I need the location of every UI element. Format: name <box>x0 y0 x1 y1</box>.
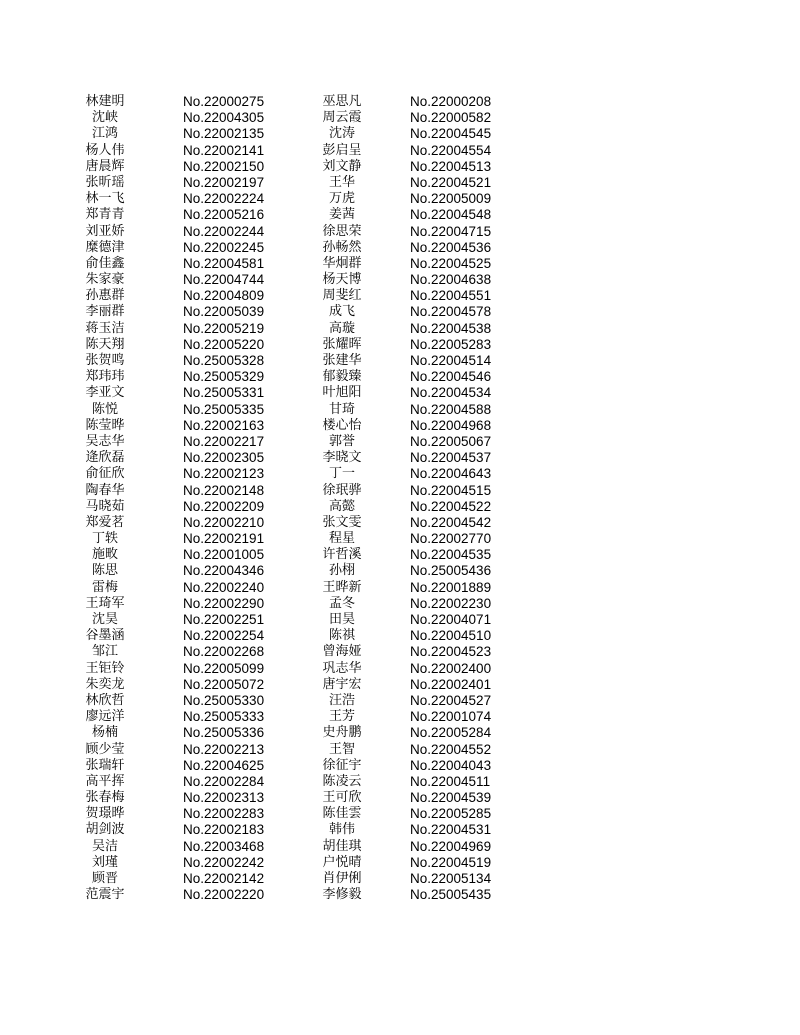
right-number: No.25005436 <box>410 563 492 579</box>
list-row <box>0 628 800 644</box>
left-number: No.22004581 <box>183 255 265 271</box>
right-number: No.22004542 <box>410 514 492 530</box>
left-name: 廖远洋 <box>85 709 125 725</box>
right-number: No.22004521 <box>410 174 492 190</box>
left-number: No.22000275 <box>183 94 265 109</box>
right-number: No.22004523 <box>410 644 492 660</box>
left-name: 逄欣磊 <box>85 450 125 466</box>
right-number: No.22001889 <box>410 579 492 595</box>
list-row <box>0 321 800 337</box>
list-row <box>0 256 800 272</box>
left-number: No.22002210 <box>183 514 265 530</box>
right-number: No.22004514 <box>410 353 492 368</box>
left-number: No.22002150 <box>183 158 265 174</box>
right-name: 甘琦 <box>328 401 355 417</box>
list-row <box>0 434 800 450</box>
left-name: 江鸿 <box>91 126 118 142</box>
list-row <box>0 450 800 466</box>
left-name: 朱家豪 <box>85 272 125 288</box>
right-number: No.22004513 <box>410 158 492 174</box>
right-name: 周斐红 <box>322 288 362 304</box>
left-name: 李亚文 <box>85 385 125 401</box>
right-number: No.22004511 <box>410 773 491 789</box>
list-row <box>0 596 800 612</box>
list-row <box>0 369 800 385</box>
left-name: 郑爱茗 <box>85 514 125 530</box>
left-number: No.22004305 <box>183 110 265 126</box>
left-number: No.25005333 <box>183 709 265 725</box>
right-name: 徐征宇 <box>322 757 362 773</box>
right-name: 刘文静 <box>322 158 362 174</box>
right-name: 王可欣 <box>322 790 362 806</box>
left-name: 谷墨涵 <box>85 628 125 644</box>
left-number: No.22002251 <box>183 612 265 627</box>
list-row <box>0 353 800 369</box>
left-number: No.22005039 <box>183 304 265 320</box>
right-name: 陈凌云 <box>322 773 362 789</box>
left-name: 郑玮玮 <box>85 369 125 385</box>
left-number: No.22002268 <box>183 644 265 660</box>
list-row <box>0 531 800 547</box>
list-row <box>0 774 800 790</box>
left-number: No.22002284 <box>183 773 265 789</box>
right-name: 成飞 <box>328 304 355 320</box>
left-name: 郑青青 <box>85 207 125 223</box>
right-name: 程星 <box>328 531 355 547</box>
list-row <box>0 272 800 288</box>
list-row <box>0 337 800 353</box>
list-row <box>0 499 800 515</box>
left-name: 朱奕龙 <box>85 676 125 692</box>
left-name: 陶春华 <box>85 482 125 498</box>
right-name: 巫思凡 <box>322 94 362 109</box>
left-name: 李丽群 <box>85 304 125 320</box>
right-name: 叶旭阳 <box>322 385 362 401</box>
right-name: 孙畅然 <box>322 239 362 255</box>
left-number: No.22002183 <box>183 822 265 838</box>
right-number: No.22005284 <box>410 725 492 741</box>
left-number: No.22004744 <box>183 272 265 288</box>
left-number: No.22002290 <box>183 595 265 611</box>
right-number: No.22004539 <box>410 790 492 806</box>
list-row <box>0 822 800 838</box>
left-name: 高平挥 <box>85 773 125 789</box>
left-name: 吴洁 <box>91 838 118 854</box>
left-number: No.22002220 <box>183 887 265 903</box>
list-row <box>0 790 800 806</box>
list-row <box>0 563 800 579</box>
left-name: 王琦军 <box>85 595 125 611</box>
left-number: No.22001005 <box>183 547 265 563</box>
list-row <box>0 709 800 725</box>
left-number: No.22002217 <box>183 433 265 449</box>
right-name: 华炯群 <box>322 255 362 271</box>
left-number: No.22002242 <box>183 854 265 870</box>
right-name: 陈佳雲 <box>322 806 362 822</box>
right-name: 户悦晴 <box>322 854 362 870</box>
right-number: No.22002400 <box>410 660 492 676</box>
left-number: No.22002142 <box>183 871 265 886</box>
right-number: No.22004638 <box>410 272 492 288</box>
left-number: No.22002213 <box>183 741 265 757</box>
left-name: 陈思 <box>91 563 118 579</box>
left-name: 张昕瑶 <box>85 174 125 190</box>
right-number: No.22004537 <box>410 450 492 466</box>
left-name: 俞征欣 <box>85 466 125 482</box>
left-name: 孙惠群 <box>85 288 125 304</box>
right-number: No.22004531 <box>410 822 492 838</box>
left-number: No.22002163 <box>183 417 265 433</box>
left-name: 马晓茹 <box>85 498 125 514</box>
right-number: No.22004545 <box>410 126 492 142</box>
left-number: No.22002148 <box>183 482 265 498</box>
left-number: No.25005329 <box>183 369 265 385</box>
right-name: 徐珉骅 <box>322 482 362 498</box>
left-number: No.22002244 <box>183 223 265 239</box>
right-number: No.22004534 <box>410 385 492 401</box>
list-row <box>0 175 800 191</box>
right-number: No.22004588 <box>410 401 492 417</box>
right-number: No.22004551 <box>410 288 492 304</box>
left-number: No.22002254 <box>183 628 265 644</box>
right-number: No.22004527 <box>410 692 492 708</box>
right-name: 张建华 <box>322 353 362 368</box>
left-number: No.25005330 <box>183 692 265 708</box>
right-name: 肖伊俐 <box>322 871 362 886</box>
right-name: 孙栩 <box>328 563 355 579</box>
list-row <box>0 126 800 142</box>
right-name: 杨天博 <box>322 272 362 288</box>
right-name: 王智 <box>328 741 355 757</box>
left-name: 范震宇 <box>85 887 125 903</box>
left-number: No.22002135 <box>183 126 265 142</box>
right-name: 张耀晖 <box>322 336 362 352</box>
right-name: 高懿 <box>328 498 355 514</box>
list-row <box>0 94 800 110</box>
list-row <box>0 515 800 531</box>
left-name: 王钜铃 <box>85 660 125 676</box>
right-name: 史舟鹏 <box>322 725 362 741</box>
right-name: 孟冬 <box>328 595 355 611</box>
left-name: 施畋 <box>91 547 118 563</box>
right-number: No.22004968 <box>410 417 492 433</box>
left-name: 顾晋 <box>91 871 118 886</box>
list-row <box>0 547 800 563</box>
left-number: No.22005072 <box>183 676 265 692</box>
right-number: No.22004552 <box>410 741 492 757</box>
right-number: No.22005134 <box>410 871 492 886</box>
right-name: 王芳 <box>328 709 355 725</box>
list-row <box>0 304 800 320</box>
right-number: No.22005285 <box>410 806 492 822</box>
right-number: No.22004522 <box>410 498 492 514</box>
right-number: No.22004578 <box>410 304 492 320</box>
right-number: No.22004554 <box>410 142 492 158</box>
right-name: 胡佳琪 <box>322 838 362 854</box>
list-row <box>0 159 800 175</box>
left-number: No.22002191 <box>183 531 265 547</box>
list-row <box>0 143 800 159</box>
list-row <box>0 385 800 401</box>
left-name: 贺璟晔 <box>85 806 125 822</box>
right-number: No.22002770 <box>410 531 492 547</box>
left-name: 林一飞 <box>85 191 125 207</box>
right-name: 姜茜 <box>328 207 355 223</box>
list-row <box>0 483 800 499</box>
left-name: 杨楠 <box>91 725 118 741</box>
right-name: 李修毅 <box>322 887 362 903</box>
name-number-list <box>0 94 800 903</box>
right-name: 丁一 <box>328 466 355 482</box>
left-name: 糜德津 <box>85 239 125 255</box>
left-number: No.22002197 <box>183 174 265 190</box>
right-number: No.22004969 <box>410 838 492 854</box>
list-row <box>0 855 800 871</box>
left-name: 顾少莹 <box>85 741 125 757</box>
list-row <box>0 418 800 434</box>
list-row <box>0 402 800 418</box>
right-name: 郭誉 <box>328 433 355 449</box>
right-number: No.22004643 <box>410 466 492 482</box>
right-number: No.22004519 <box>410 854 492 870</box>
right-name: 许哲溪 <box>322 547 362 563</box>
list-row <box>0 839 800 855</box>
left-number: No.22005220 <box>183 336 265 352</box>
left-name: 刘亚娇 <box>85 223 125 239</box>
list-row <box>0 887 800 903</box>
right-number: No.22004535 <box>410 547 492 563</box>
right-name: 李晓文 <box>322 450 362 466</box>
right-name: 巩志华 <box>322 660 362 676</box>
left-number: No.22002305 <box>183 450 265 466</box>
left-name: 俞佳鑫 <box>85 255 125 271</box>
right-name: 张文雯 <box>322 514 362 530</box>
right-number: No.22002401 <box>410 676 492 692</box>
right-number: No.22004510 <box>410 628 492 644</box>
left-name: 蒋玉洁 <box>85 320 125 336</box>
right-name: 万虎 <box>328 191 355 207</box>
list-row <box>0 580 800 596</box>
right-number: No.22004515 <box>410 482 492 498</box>
list-row <box>0 742 800 758</box>
right-number: No.22004715 <box>410 223 492 239</box>
right-number: No.22004071 <box>410 612 492 627</box>
right-name: 楼心怡 <box>322 417 362 433</box>
left-number: No.25005331 <box>183 385 265 401</box>
list-row <box>0 240 800 256</box>
left-number: No.25005336 <box>183 725 265 741</box>
left-number: No.22004346 <box>183 563 265 579</box>
left-name: 邹江 <box>91 644 118 660</box>
right-name: 高璇 <box>328 320 355 336</box>
right-number: No.22004043 <box>410 757 492 773</box>
left-number: No.22002313 <box>183 790 265 806</box>
left-number: No.22004809 <box>183 288 265 304</box>
left-number: No.22002209 <box>183 498 265 514</box>
left-number: No.22005216 <box>183 207 265 223</box>
list-row <box>0 110 800 126</box>
left-number: No.22002283 <box>183 806 265 822</box>
left-name: 丁轶 <box>91 531 118 547</box>
list-row <box>0 661 800 677</box>
right-number: No.22004525 <box>410 255 492 271</box>
right-name: 王晔新 <box>322 579 362 595</box>
left-number: No.22002245 <box>183 239 265 255</box>
list-row <box>0 644 800 660</box>
left-name: 陈悦 <box>91 401 118 417</box>
left-name: 张瑞轩 <box>85 757 125 773</box>
right-name: 郁毅臻 <box>322 369 362 385</box>
left-name: 张春梅 <box>85 790 125 806</box>
list-row <box>0 288 800 304</box>
left-number: No.25005328 <box>183 353 265 368</box>
left-name: 陈天翔 <box>85 336 125 352</box>
left-number: No.22002240 <box>183 579 265 595</box>
left-name: 胡剑波 <box>85 822 125 838</box>
list-row <box>0 693 800 709</box>
list-row <box>0 725 800 741</box>
left-name: 沈昊 <box>91 612 118 627</box>
left-name: 唐晨辉 <box>85 158 125 174</box>
left-name: 林欣哲 <box>85 692 125 708</box>
left-number: No.22004625 <box>183 757 265 773</box>
left-number: No.22003468 <box>183 838 265 854</box>
left-name: 陈莹晔 <box>85 417 125 433</box>
left-number: No.22005099 <box>183 660 265 676</box>
right-number: No.22004548 <box>410 207 492 223</box>
right-number: No.22002230 <box>410 595 492 611</box>
right-number: No.25005435 <box>410 887 492 903</box>
list-row <box>0 758 800 774</box>
right-number: No.22005067 <box>410 433 492 449</box>
list-row <box>0 806 800 822</box>
left-name: 杨人伟 <box>85 142 125 158</box>
left-number: No.25005335 <box>183 401 265 417</box>
right-name: 汪浩 <box>328 692 355 708</box>
right-number: No.22000208 <box>410 94 492 109</box>
left-name: 张贺鸣 <box>85 353 125 368</box>
left-number: No.22005219 <box>183 320 265 336</box>
right-name: 唐宇宏 <box>322 676 362 692</box>
right-number: No.22004546 <box>410 369 492 385</box>
right-number: No.22004536 <box>410 239 492 255</box>
left-name: 吴志华 <box>85 433 125 449</box>
left-name: 沈峡 <box>91 110 118 126</box>
left-name: 雷梅 <box>91 579 118 595</box>
right-name: 曾海娅 <box>322 644 362 660</box>
left-number: No.22002123 <box>183 466 265 482</box>
right-number: No.22005283 <box>410 336 492 352</box>
list-row <box>0 871 800 887</box>
right-number: No.22005009 <box>410 191 492 207</box>
right-name: 陈祺 <box>328 628 355 644</box>
right-name: 徐思荣 <box>322 223 362 239</box>
right-name: 周云霞 <box>322 110 362 126</box>
list-row <box>0 191 800 207</box>
list-row <box>0 466 800 482</box>
left-number: No.22002224 <box>183 191 265 207</box>
list-row <box>0 207 800 223</box>
right-number: No.22004538 <box>410 320 492 336</box>
left-number: No.22002141 <box>183 142 265 158</box>
list-row <box>0 224 800 240</box>
right-number: No.22001074 <box>410 709 492 725</box>
right-name: 田昊 <box>328 612 355 627</box>
right-name: 沈涛 <box>328 126 355 142</box>
right-name: 彭启呈 <box>322 142 362 158</box>
left-name: 刘瑾 <box>91 854 118 870</box>
left-name: 林建明 <box>85 94 125 109</box>
list-row <box>0 677 800 693</box>
right-name: 韩伟 <box>328 822 355 838</box>
right-name: 王华 <box>328 174 355 190</box>
list-row <box>0 612 800 628</box>
right-number: No.22000582 <box>410 110 492 126</box>
